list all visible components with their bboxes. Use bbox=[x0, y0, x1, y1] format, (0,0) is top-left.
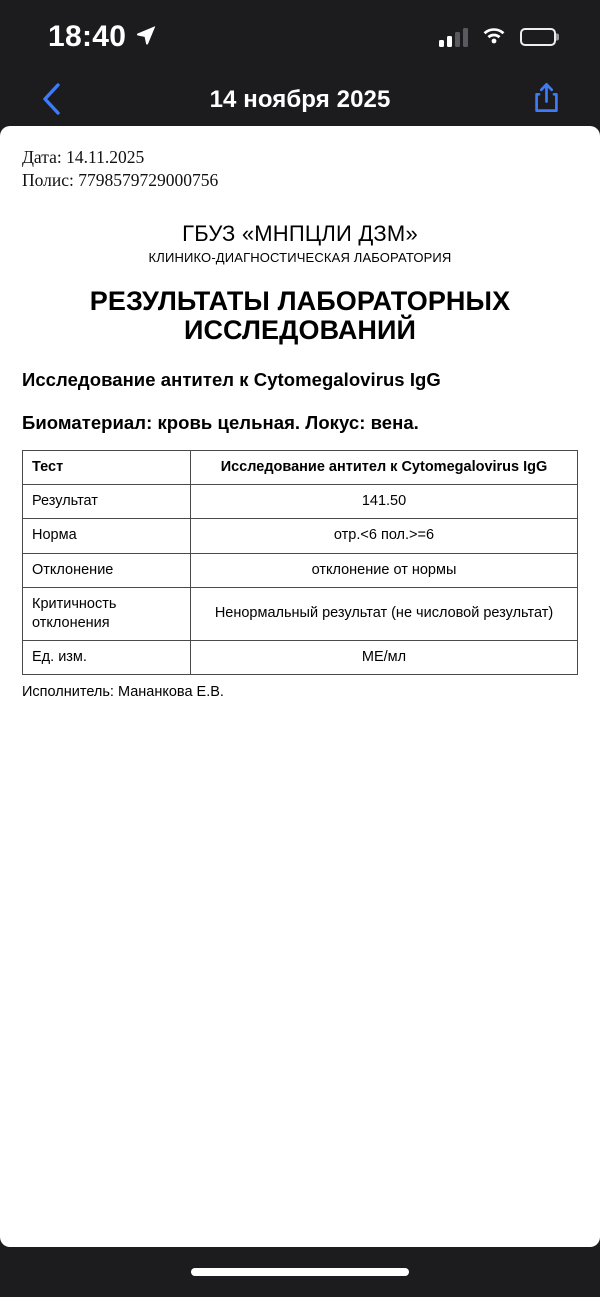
organization-block bbox=[22, 221, 578, 265]
document-policy-number: Полис: 7798579729000756 bbox=[22, 170, 219, 191]
table-row bbox=[23, 451, 578, 485]
table-row bbox=[23, 640, 578, 674]
status-bar bbox=[0, 0, 600, 74]
status-bar-right bbox=[439, 25, 556, 49]
status-time: 18:40 bbox=[48, 20, 127, 53]
navigation-bar bbox=[0, 74, 600, 126]
document-sheet[interactable] bbox=[0, 126, 600, 1247]
wifi-icon bbox=[481, 25, 507, 49]
table-cell-label: Критичность отклонения bbox=[23, 587, 191, 640]
table-cell-value: МЕ/мл bbox=[191, 640, 578, 674]
table-row bbox=[23, 519, 578, 553]
performer-line: Исполнитель: Мананкова Е.В. bbox=[22, 684, 224, 701]
chevron-left-icon bbox=[39, 82, 65, 119]
organization-name: ГБУЗ «МНПЦЛИ ДЗМ» bbox=[182, 220, 418, 246]
table-cell-value: Исследование антител к Cytomegalovirus IgG bbox=[191, 451, 578, 485]
cellular-signal-icon bbox=[439, 28, 468, 47]
table-row bbox=[23, 485, 578, 519]
document-title: РЕЗУЛЬТАТЫ ЛАБОРАТОРНЫХ ИССЛЕДОВАНИЙ bbox=[89, 285, 511, 346]
back-button[interactable] bbox=[30, 78, 74, 122]
home-indicator-area bbox=[0, 1247, 600, 1297]
table-cell-label: Результат bbox=[23, 485, 191, 519]
location-arrow-icon bbox=[135, 24, 157, 51]
table-row bbox=[23, 587, 578, 640]
share-button[interactable] bbox=[524, 78, 568, 122]
table-row bbox=[23, 553, 578, 587]
battery-icon bbox=[520, 28, 556, 46]
biomaterial-line: Биоматериал: кровь цельная. Локус: вена. bbox=[22, 412, 419, 434]
study-heading: Исследование антител к Cytomegalovirus IgG bbox=[22, 369, 441, 391]
table-cell-label: Тест bbox=[23, 451, 191, 485]
table-cell-value: 141.50 bbox=[191, 485, 578, 519]
status-bar-left bbox=[48, 22, 157, 52]
table-cell-value: отр.<6 пол.>=6 bbox=[191, 519, 578, 553]
results-table bbox=[22, 450, 578, 675]
table-cell-label: Норма bbox=[23, 519, 191, 553]
table-cell-value: отклонение от нормы bbox=[191, 553, 578, 587]
document-date: Дата: 14.11.2025 bbox=[22, 147, 145, 167]
table-cell-label: Ед. изм. bbox=[23, 640, 191, 674]
home-indicator[interactable] bbox=[191, 1268, 409, 1276]
table-cell-value: Ненормальный результат (не числовой результат) bbox=[191, 587, 578, 640]
table-cell-label: Отклонение bbox=[23, 553, 191, 587]
share-icon bbox=[533, 82, 560, 118]
organization-subtitle: КЛИНИКО-ДИАГНОСТИЧЕСКАЯ ЛАБОРАТОРИЯ bbox=[148, 249, 452, 265]
page-title: 14 ноября 2025 bbox=[209, 86, 391, 113]
